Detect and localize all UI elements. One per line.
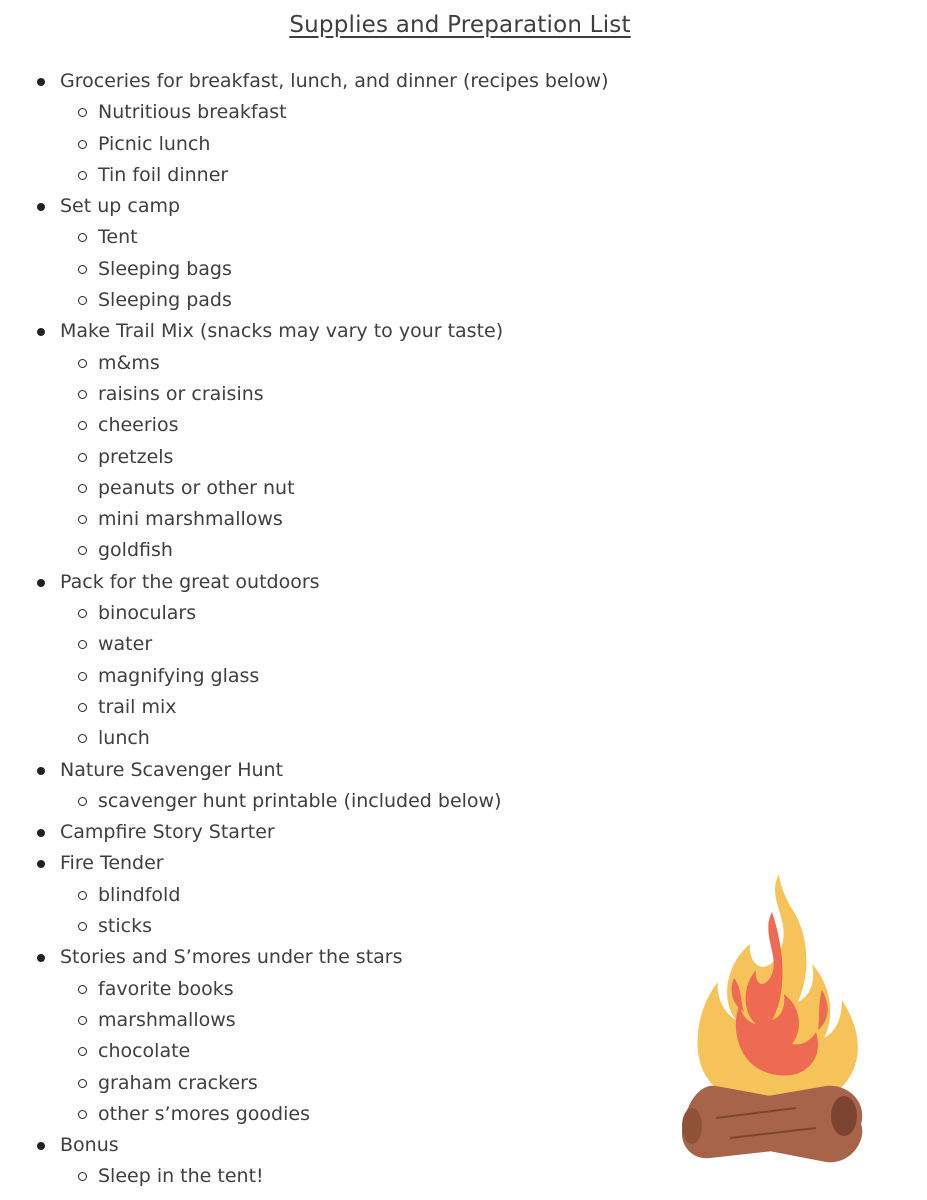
sub-list-item-m-ms: m&ms [0, 348, 609, 379]
sub-list-item-graham-crackers: graham crackers [0, 1068, 609, 1099]
sub-list-item-mini-marshmallows: mini marshmallows [0, 504, 609, 535]
sub-list-item-scavenger-hunt-printable-included-below: scavenger hunt printable (included below) [0, 786, 609, 817]
sub-list-item-blindfold: blindfold [0, 880, 609, 911]
supplies-list [0, 66, 609, 1193]
logs [682, 1086, 862, 1163]
sub-list-item-sleep-in-the-tent: Sleep in the tent! [0, 1161, 609, 1192]
sub-list-item-other-s-mores-goodies: other s’mores goodies [0, 1099, 609, 1130]
sub-list-item-peanuts-or-other-nut: peanuts or other nut [0, 473, 609, 504]
list-item-campfire-story-starter: Campfire Story Starter [0, 817, 609, 848]
sub-list [0, 880, 609, 943]
sub-list [0, 786, 609, 817]
list-item-groceries-for-breakfast-lunch-and-dinner: Groceries for breakfast, lunch, and dinner (recipes below) [0, 66, 609, 97]
sub-list-item-picnic-lunch: Picnic lunch [0, 129, 609, 160]
sub-list [0, 97, 609, 191]
sub-list-item-pretzels: pretzels [0, 442, 609, 473]
sub-list-item-lunch: lunch [0, 723, 609, 754]
sub-list [0, 348, 609, 567]
list-item-stories-and-s-mores-under-the-stars: Stories and S’mores under the stars [0, 942, 609, 973]
sub-list-item-cheerios: cheerios [0, 410, 609, 441]
sub-list-item-tent: Tent [0, 222, 609, 253]
sub-list [0, 974, 609, 1130]
list-item-pack-for-the-great-outdoors: Pack for the great outdoors [0, 567, 609, 598]
list-item-set-up-camp: Set up camp [0, 191, 609, 222]
sub-list-item-raisins-or-craisins: raisins or craisins [0, 379, 609, 410]
sub-list-item-trail-mix: trail mix [0, 692, 609, 723]
campfire-icon [676, 872, 880, 1168]
sub-list [0, 222, 609, 316]
sub-list-item-tin-foil-dinner: Tin foil dinner [0, 160, 609, 191]
sub-list-item-favorite-books: favorite books [0, 974, 609, 1005]
sub-list-item-nutritious-breakfast: Nutritious breakfast [0, 97, 609, 128]
flame-inner [736, 912, 818, 1075]
list-item-nature-scavenger-hunt: Nature Scavenger Hunt [0, 755, 609, 786]
list-item-bonus: Bonus [0, 1130, 609, 1161]
sub-list-item-sleeping-pads: Sleeping pads [0, 285, 609, 316]
sub-list-item-magnifying-glass: magnifying glass [0, 661, 609, 692]
page-title: Supplies and Preparation List [289, 12, 631, 38]
sub-list-item-goldfish: goldfish [0, 535, 609, 566]
sub-list [0, 598, 609, 754]
sub-list-item-marshmallows: marshmallows [0, 1005, 609, 1036]
sub-list-item-water: water [0, 629, 609, 660]
sub-list-item-sticks: sticks [0, 911, 609, 942]
list-item-fire-tender: Fire Tender [0, 848, 609, 879]
sub-list-item-binoculars: binoculars [0, 598, 609, 629]
list-item-make-trail-mix-snacks-may-vary-to-your-t: Make Trail Mix (snacks may vary to your taste) [0, 316, 609, 347]
sub-list-item-chocolate: chocolate [0, 1036, 609, 1067]
sub-list [0, 1161, 609, 1192]
sub-list-item-sleeping-bags: Sleeping bags [0, 254, 609, 285]
